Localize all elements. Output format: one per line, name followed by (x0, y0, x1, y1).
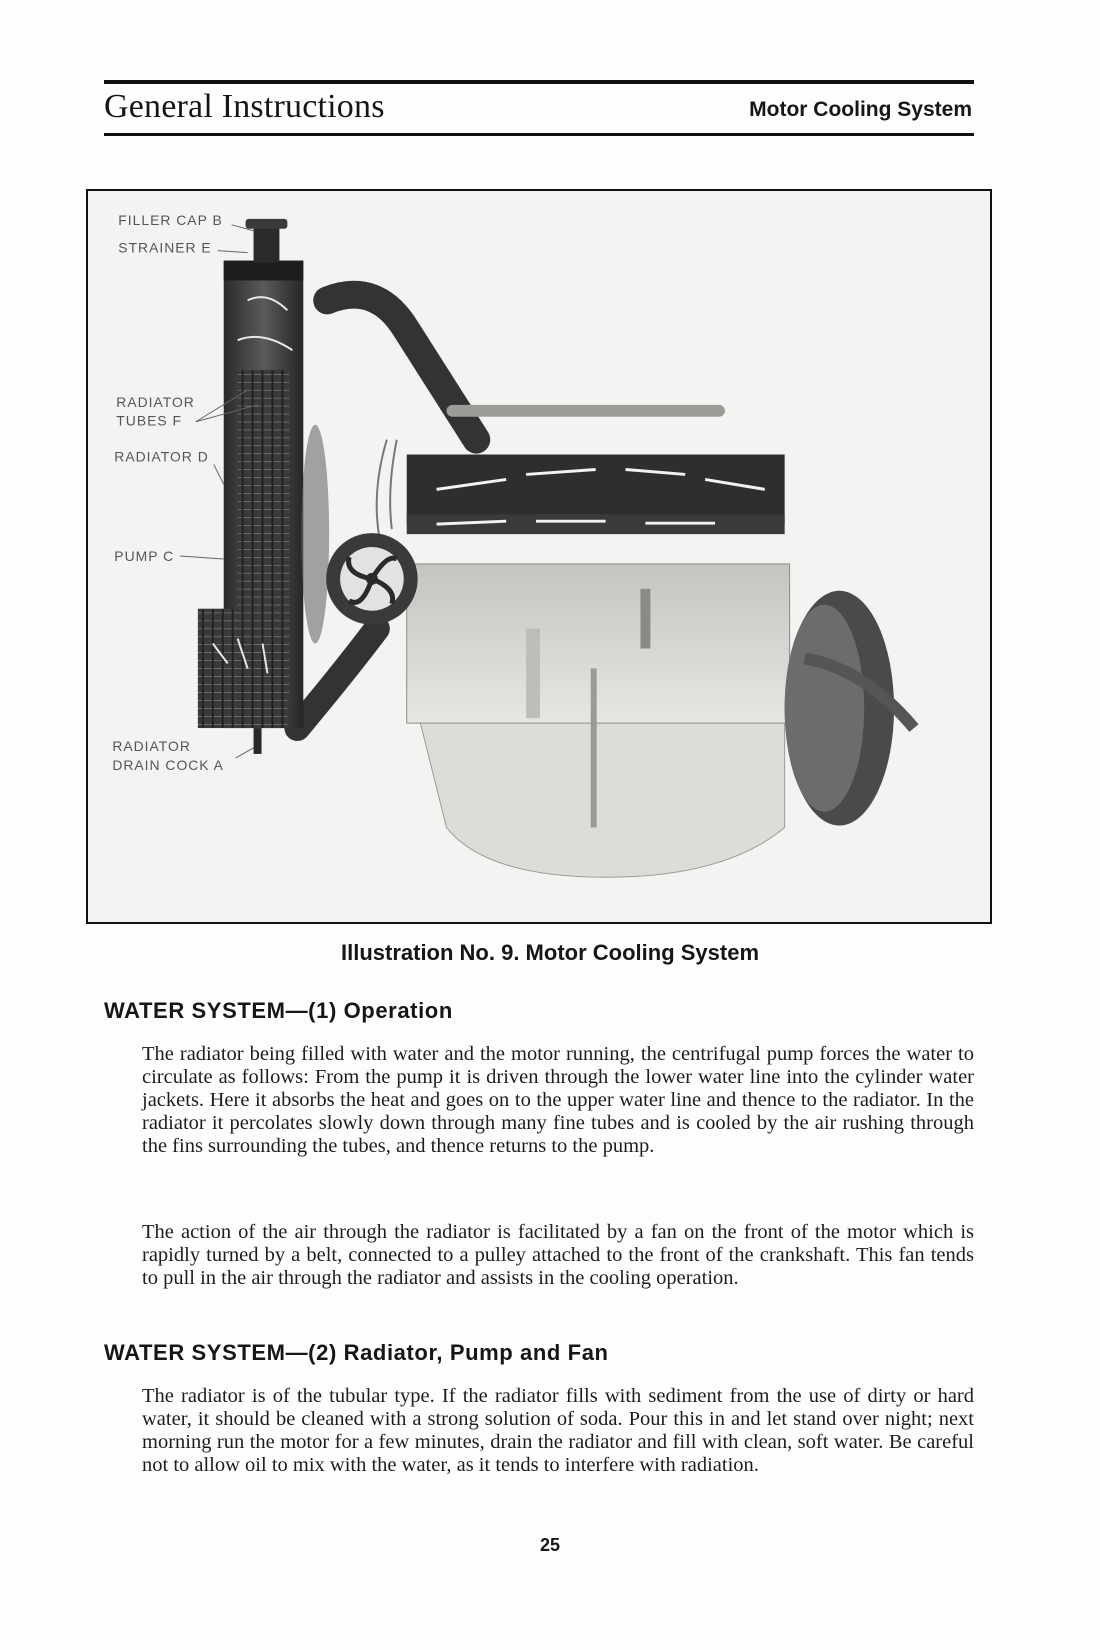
header-top-rule (104, 80, 974, 84)
paragraph-operation-2: The action of the air through the radiator is facilitated by a fan on the front of the motor which is rapidly turned by a belt, connected to a pulley attached to the front of the crankshaft. This fan tends to pull in the air through the radiator and assists in the cooling operation. (142, 1221, 974, 1289)
callout-radiator: RADIATOR D (114, 448, 209, 465)
callout-radiator-tubes-line1: RADIATOR (116, 393, 195, 410)
paragraph-operation-1: The radiator being filled with water and the motor running, the centrifugal pump forces the water to circulate as follows: From the pump it is driven through the lower water line into the cylinder water jackets. Here it absorbs the heat and goes on to the upper water line and thence to the radiator. In the radiator it percolates slowly down through many fine tubes and is cooled by the air rushing through the fins surrounding the tubes, and thence returns to the pump. (142, 1043, 974, 1157)
header-bottom-rule (104, 133, 974, 136)
callout-strainer: STRAINER E (118, 239, 212, 256)
cooling-system-illustration (86, 189, 992, 924)
section-heading-operation: WATER SYSTEM—(1) Operation (104, 998, 453, 1023)
callout-drain-cock-line2: DRAIN COCK A (112, 756, 224, 773)
paragraph-radiator-pump-fan: The radiator is of the tubular type. If the radiator fills with sediment from the use of dirty or hard water, it should be cleaned with a strong solution of soda. Pour this in and let stand over night; next morning run the motor for a few minutes, drain the radiator and fill with clean, soft water. Be careful not to allow oil to mix with the water, as it tends to interfere with radiation. (142, 1385, 974, 1476)
callout-radiator-tubes-line2: TUBES F (116, 412, 183, 429)
section-heading-radiator-pump-fan: WATER SYSTEM—(2) Radiator, Pump and Fan (104, 1340, 609, 1365)
callout-pump: PUMP C (114, 547, 175, 564)
callout-drain-cock-line1: RADIATOR (112, 737, 191, 754)
callout-filler-cap: FILLER CAP B (118, 211, 223, 228)
page-header-title: General Instructions (104, 88, 385, 125)
page-number: 25 (539, 1535, 561, 1555)
page-header-section: Motor Cooling System (749, 98, 972, 121)
illustration-caption: Illustration No. 9. Motor Cooling System (340, 940, 760, 965)
